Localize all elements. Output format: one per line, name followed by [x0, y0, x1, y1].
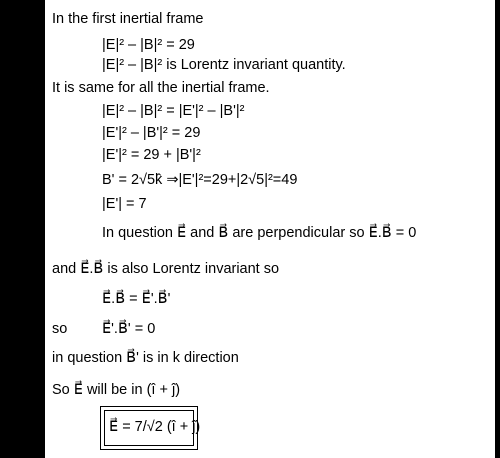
text-line: So E⃗ will be in (î + ĵ) [52, 382, 181, 398]
equation-line: |E|² – |B|² is Lorentz invariant quantity. [102, 57, 346, 73]
equation-line: |E'|² – |B'|² = 29 [102, 125, 201, 141]
equation-line: |E'| = 7 [102, 196, 147, 212]
text-line: It is same for all the inertial frame. [52, 80, 270, 96]
equation-line: |E|² – |B|² = 29 [102, 37, 195, 53]
text-line: so [52, 321, 68, 337]
final-answer: E⃗ = 7/√2 (î + ĵ) [109, 419, 201, 435]
text-line: and E⃗.B⃗ is also Lorentz invariant so [52, 261, 280, 277]
equation-line: E⃗.B⃗ = E⃗'.B⃗' [102, 291, 171, 307]
text-line: In the first inertial frame [52, 11, 204, 27]
equation-line: |E'|² = 29 + |B'|² [102, 147, 201, 163]
equation-line: B' = 2√5k̂ ⇒|E'|²=29+|2√5|²=49 [102, 172, 298, 188]
solution-sheet [45, 0, 495, 458]
text-line: in question B⃗' is in k direction [52, 350, 239, 366]
equation-line: |E|² – |B|² = |E'|² – |B'|² [102, 103, 245, 119]
equation-line: E⃗'.B⃗' = 0 [102, 321, 156, 337]
text-line: In question E⃗ and B⃗ are perpendicular so E⃗.B⃗ = 0 [102, 225, 417, 241]
